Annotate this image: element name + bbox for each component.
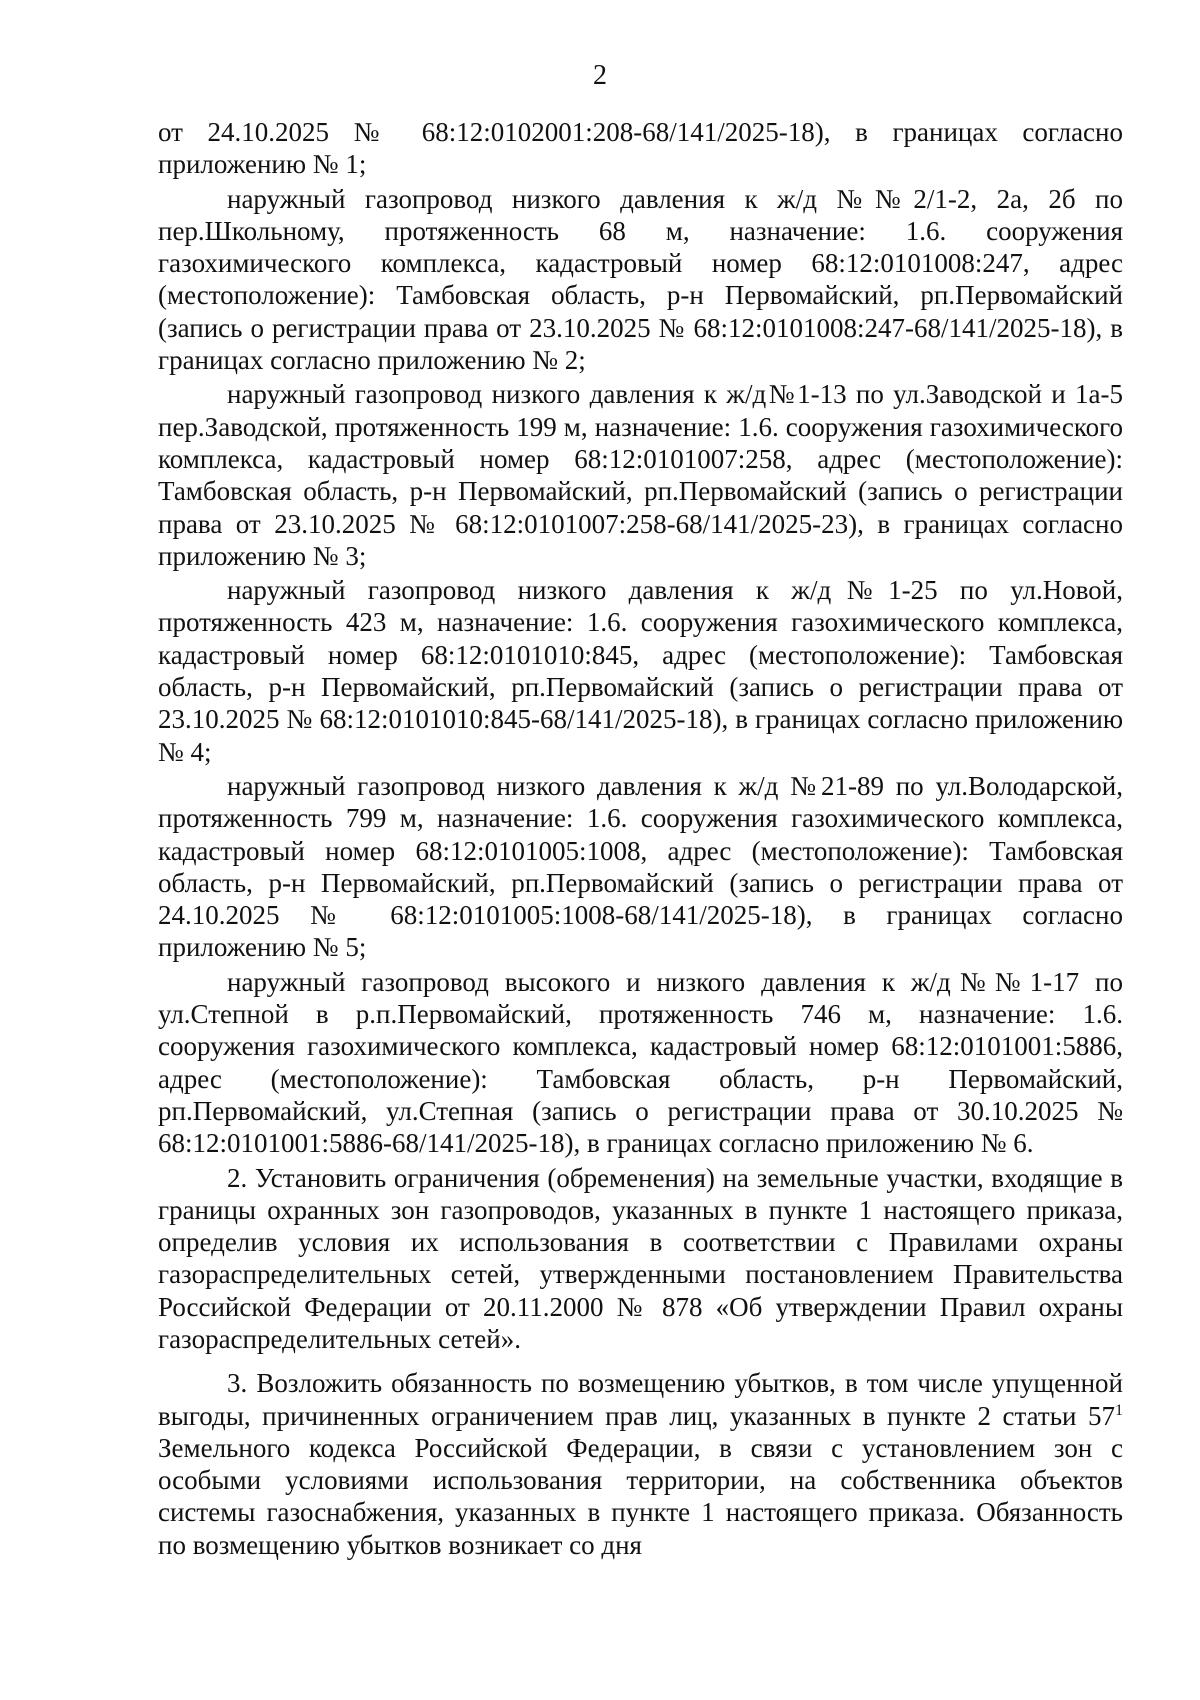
paragraph-gas-pipeline-volodarskaya: наружный газопровод низкого давления к ж/д №21-89 по ул.Володарской, протяженность 799 м, назначение: 1.6. сооружения газохимического комплекса, кадастровый номер 68:12:0101005:1008, адрес (местоположение): Тамбовская область, р-н Первомайский, рп.Первомайский (запись о регистрации права от 24.10.2025 № 68:12:0101005:1008-68/141/2025-18), в границах согласно приложению № 5; [158,770,1123,963]
paragraph-gas-pipeline-stepnaya: наружный газопровод высокого и низкого давления к ж/д№№1-17 по ул.Степной в р.п.Первомайский, протяженность 746 м, назначение: 1.6. сооружения газохимического комплекса, кадастровый номер 68:12:0101001:5886, адрес (местоположение): Тамбовская область, р-н Первомайский, рп.Первомайский, ул.Степная (запись о регистрации права от 30.10.2025 № 68:12:0101001:5886-68/141/2025-18), в границах согласно приложению № 6. [158,966,1123,1159]
superscript-article-index: 1 [1115,1401,1123,1419]
paragraph-gas-pipeline-shkolny: наружный газопровод низкого давления к ж/д №№2/1-2, 2а, 2б по пер.Школьному, протяженность 68 м, назначение: 1.6. сооружения газохимического комплекса, кадастровый номер 68:12:0101008:247, адрес (местоположение): Тамбовская область, р-н Первомайский, рп.Первомайский (запись о регистрации права от 23.10.2025 № 68:12:0101008:247-68/141/2025-18), в границах согласно приложению № 2; [158,183,1123,376]
document-body [158,116,1123,1561]
paragraph-item-2-restrictions: 2. Установить ограничения (обременения) на земельные участки, входящие в границы охранных зон газопроводов, указанных в пункте 1 настоящего приказа, определив условия их использования в соответствии с Правилами охраны газораспределительных сетей, утвержденными постановлением Правительства Российской Федерации от 20.11.2000 № 878 «Об утверждении Правил охраны газораспределительных сетей». [158,1162,1123,1354]
paragraph-item-3-text-start: 3. Возложить обязанность по возмещению убытков, в том числе упущенной выгоды, причиненных ограничением прав лиц, указанных в пункте 2 статьи 57 [158,1368,1123,1431]
paragraph-item-3-compensation [158,1367,1123,1561]
paragraph-continuation: от 24.10.2025 № 68:12:0102001:208-68/141/2025-18), в границах согласно приложению № 1; [158,117,1123,180]
paragraph-item-3-text-end: Земельного кодекса Российской Федерации, в связи с установлением зон с особыми условиями использования территории, на собственника объектов системы газоснабжения, указанных в пункте 1 настоящего приказа. Обязанность по возмещению убытков возникает со дня [158,1432,1123,1560]
page-number: 2 [593,60,607,91]
paragraph-gas-pipeline-novaya: наружный газопровод низкого давления к ж/д№1-25 по ул.Новой, протяженность 423 м, назначение: 1.6. сооружения газохимического комплекса, кадастровый номер 68:12:0101010:845, адрес (местоположение): Тамбовская область, р-н Первомайский, рп.Первомайский (запись о регистрации права от 23.10.2025 № 68:12:0101010:845-68/141/2025-18), в границах согласно приложению № 4; [158,575,1123,767]
paragraph-gas-pipeline-zavodskaya: наружный газопровод низкого давления к ж/д№1-13 по ул.Заводской и 1а-5 пер.Заводской, протяженность 199 м, назначение: 1.6. сооружения газохимического комплекса, кадастровый номер 68:12:0101007:258, адрес (местоположение): Тамбовская область, р-н Первомайский, рп.Первомайский (запись о регистрации права от 23.10.2025 № 68:12:0101007:258-68/141/2025-23), в границах согласно приложению № 3; [158,379,1123,571]
